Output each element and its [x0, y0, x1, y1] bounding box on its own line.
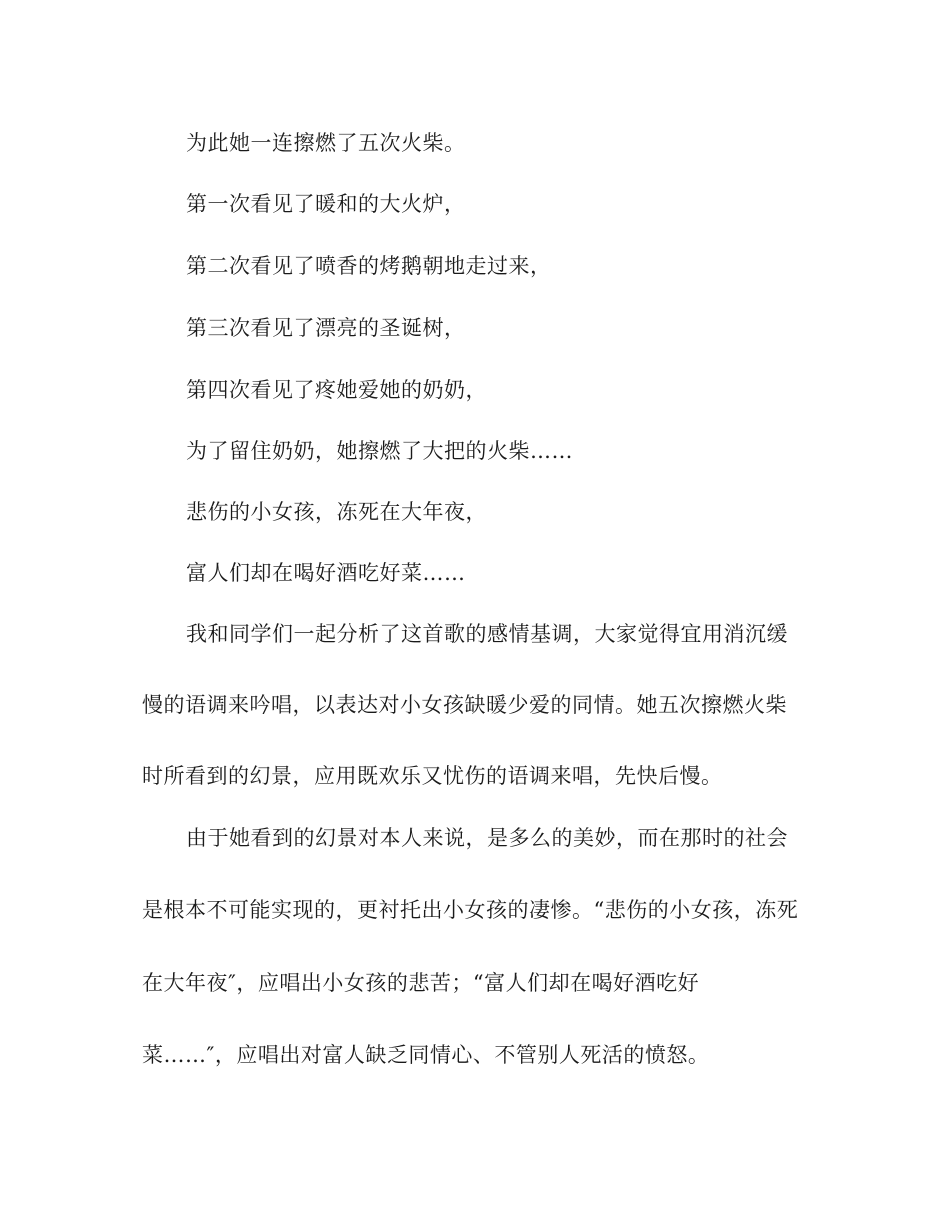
poem-line-4: 第三次看见了漂亮的圣诞树，: [186, 316, 466, 340]
paragraph-2-line-3: 在大年夜″，应唱出小女孩的悲苦；“富人们却在喝好酒吃好: [142, 971, 700, 995]
poem-line-5: 第四次看见了疼她爱她的奶奶，: [186, 378, 487, 402]
paragraph-1-line-3: 时所看到的幻景，应用既欢乐又忧伤的语调来唱，先快后慢。: [142, 764, 723, 788]
paragraph-2-line-1: 由于她看到的幻景对本人来说，是多么的美妙，而在那时的社会: [186, 826, 788, 850]
poem-line-6: 为了留住奶奶，她擦燃了大把的火柴……: [186, 439, 573, 463]
poem-line-3: 第二次看见了喷香的烤鹅朝地走过来，: [186, 254, 552, 278]
poem-line-1: 为此她一连擦燃了五次火柴。: [186, 131, 466, 155]
paragraph-2-line-2: 是根本不可能实现的，更衬托出小女孩的凄惨。“悲伤的小女孩，冻死: [142, 898, 799, 922]
paragraph-1-line-2: 慢的语调来吟唱，以表达对小女孩缺暖少爱的同情。她五次擦燃火柴: [142, 693, 787, 717]
poem-line-8: 富人们却在喝好酒吃好菜……: [186, 561, 466, 585]
paragraph-1-line-1: 我和同学们一起分析了这首歌的感情基调，大家觉得宜用消沉缓: [186, 622, 788, 646]
poem-line-7: 悲伤的小女孩，冻死在大年夜，: [186, 500, 487, 524]
poem-line-2: 第一次看见了暖和的大火炉，: [186, 192, 466, 216]
paragraph-2-line-4: 菜……″，应唱出对富人缺乏同情心、不管别人死活的愤怒。: [142, 1043, 710, 1067]
